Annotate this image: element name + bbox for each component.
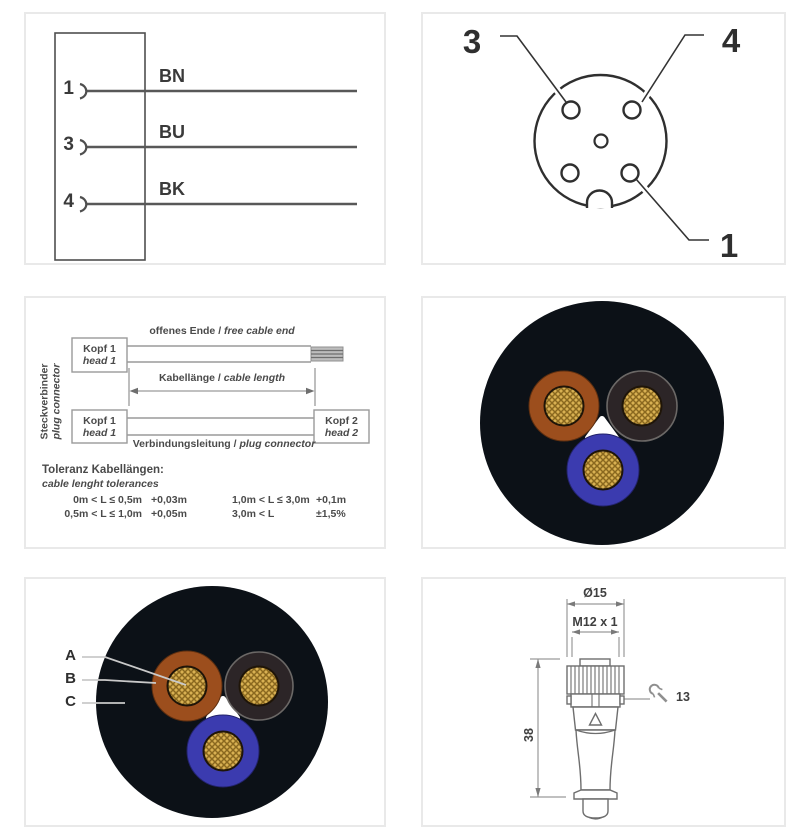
tolerance-subtitle: cable lenght tolerances [42, 478, 159, 490]
wire-black [607, 371, 677, 441]
free-end-en: free cable end [224, 325, 295, 337]
connection-en: plug connector [239, 438, 316, 450]
hex-section [571, 694, 620, 707]
head1-box2-label [72, 415, 127, 439]
panel-connector-side [421, 577, 786, 827]
pin-number-4: 4 [63, 191, 74, 212]
wire-brown [152, 651, 222, 721]
tolerance-table [42, 494, 376, 521]
keying-notch [587, 191, 612, 209]
wire-label-bk: BK [159, 179, 185, 199]
face-pin-label-1: 1 [719, 227, 739, 264]
callout-label-b: B [65, 670, 76, 687]
head2-box-label [314, 415, 369, 439]
body-taper [576, 730, 615, 790]
connector-tip [580, 659, 610, 666]
wire-label-bn: BN [159, 66, 185, 86]
tol-r2-range: 0,5m < L ≤ 1,0m [64, 507, 142, 520]
cross-section-labeled-art [26, 579, 384, 825]
free-end-de: offenes Ende / [149, 325, 222, 337]
tol-r1-range2: 1,0m < L ≤ 3,0m [232, 494, 310, 506]
wiring-diagram-art [26, 14, 384, 263]
callout-label-c: C [65, 693, 76, 710]
panel-cable-length [24, 296, 386, 549]
cross-section-art [423, 298, 784, 547]
tol-r2-value2: ±1,5% [316, 507, 346, 520]
cable-length-label [122, 372, 322, 384]
face-pin-label-3: 3 [462, 23, 482, 60]
panel-cross-section-labeled [24, 577, 386, 827]
pin-number-3: 3 [63, 134, 74, 155]
stripped-cable-end [311, 347, 343, 361]
panel-cross-section [421, 296, 786, 549]
dimension-thread: M12 x 1 [572, 615, 618, 629]
wrench-size-label: 13 [676, 690, 690, 704]
head1b-de: Kopf 1 [83, 415, 116, 427]
body-bell [574, 790, 617, 799]
dimension-length: 38 [522, 728, 536, 742]
head1b-en: head 1 [82, 427, 117, 439]
head1-en: head 1 [82, 355, 117, 367]
wire-lines [87, 91, 357, 204]
connection-cable-label [124, 438, 324, 450]
wire-brown [529, 371, 599, 441]
head1-de: Kopf 1 [83, 343, 116, 355]
tol-r2-value: +0,05m [151, 507, 187, 520]
free-cable-end-label [122, 325, 322, 337]
cable-stub [583, 799, 608, 818]
wire-blue [567, 434, 639, 506]
pin-number-1: 1 [63, 78, 74, 99]
head1-box-label [72, 343, 127, 367]
dimension-diameter: Ø15 [583, 586, 607, 600]
wire-black [225, 652, 293, 720]
tol-r1-value: +0,03m [151, 494, 187, 506]
side-label-en: plug connector [50, 363, 62, 440]
pin-contact-arcs [80, 84, 86, 212]
tol-r2-range2: 3,0m < L [232, 507, 275, 520]
head2-de: Kopf 2 [325, 415, 358, 427]
face-pin-label-4: 4 [721, 22, 741, 59]
side-label-plug-connector [40, 355, 63, 449]
wrench-icon [647, 682, 670, 705]
callout-label-a: A [65, 647, 76, 664]
length-en: cable length [223, 372, 286, 384]
wire-label-bu: BU [159, 122, 185, 142]
body-shoulder [573, 707, 618, 730]
head2-en: head 2 [324, 427, 359, 439]
panel-connector-face [421, 12, 786, 265]
side-label-de: Steckverbinder [38, 363, 51, 440]
length-de: Kabellänge / [158, 372, 221, 384]
tol-r1-value2: +0,1m [316, 494, 347, 506]
panel-wiring-diagram [24, 12, 386, 265]
tolerance-title: Toleranz Kabellängen: [42, 464, 164, 476]
wire-blue [187, 715, 259, 787]
tol-r1-range: 0m < L ≤ 0,5m [73, 494, 142, 506]
connection-de: Verbindungsleitung / [132, 438, 237, 450]
